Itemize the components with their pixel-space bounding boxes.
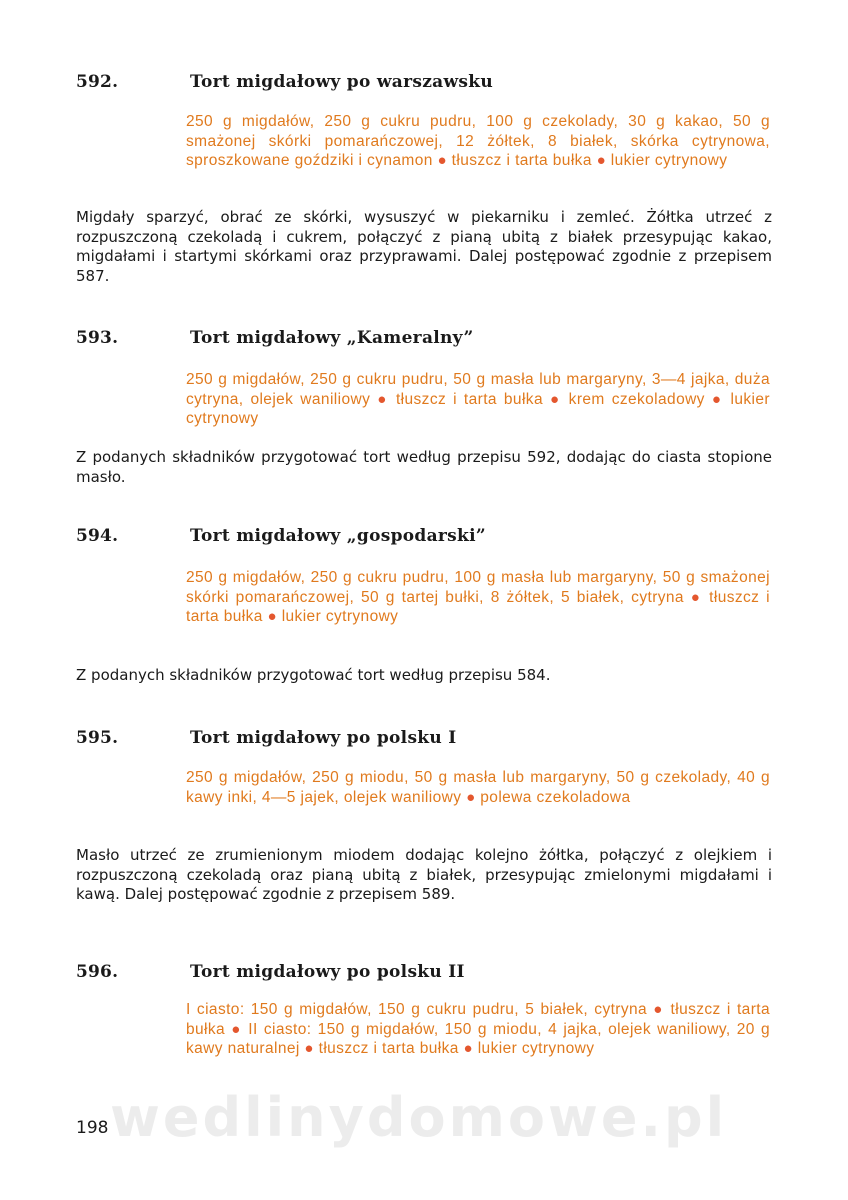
ingredients-list [186,768,770,807]
recipe-method: Masło utrzeć ze zrumienionym miodem dodając kolejno żółtka, połączyć z olejkiem i rozpuszczoną czekoladą oraz pianą ubitą z białek, przesypując zmielonymi migdałami i kawą. Dalej postępować zgodnie z przepisem 589. [76,846,772,903]
bullet-icon: ● [549,390,562,408]
ingredients-list [186,1000,770,1059]
ingredient-group: krem czekoladowy [568,390,705,408]
bullet-icon: ● [690,588,703,606]
ingredient-group: 250 g migdałów, 250 g cukru pudru, 100 g czekolady, 30 g kakao, 50 g smażonej skórki pomarańczowej, 12 żółtek, 8 białek, skórka cytrynowa, sproszkowane goździki i cynamon [186,113,770,169]
recipe-number: 596. [76,962,119,982]
recipe-title: Tort migdałowy „gospodarski” [190,526,486,546]
ingredient-group: tłuszcz i tarta bułka [186,1001,770,1038]
recipe-title: Tort migdałowy po polsku II [190,962,465,982]
bullet-icon: ● [377,390,389,408]
recipe-title: Tort migdałowy po warszawsku [190,72,494,92]
recipe-number: 595. [76,728,119,748]
ingredient-group: I ciasto: 150 g migdałów, 150 g cukru pudru, 5 białek, cytryna [186,1001,648,1018]
recipe-method: Z podanych składników przygotować tort według przepisu 584. [76,666,551,684]
watermark: wedlinydomowe.pl [110,1086,728,1149]
bullet-icon: ● [437,152,447,169]
recipe-title: Tort migdałowy „Kameralny” [190,328,474,348]
bullet-icon: ● [711,390,724,408]
bullet-icon: ● [304,1040,314,1057]
bullet-icon: ● [267,608,277,625]
recipe-number: 594. [76,526,119,546]
ingredients-list [186,568,770,627]
ingredient-group: 250 g migdałów, 250 g miodu, 50 g masła lub margaryny, 50 g czekolady, 40 g kawy inki, 4—5 jajek, olejek waniliowy [186,769,770,806]
bullet-icon: ● [231,1020,243,1038]
recipe-method: Z podanych składników przygotować tort według przepisu 592, dodając do ciasta stopione masło. [76,448,772,486]
bullet-icon: ● [463,1040,473,1057]
ingredient-group: lukier cytrynowy [610,152,728,169]
recipe-method: Migdały sparzyć, obrać ze skórki, wysuszyć w piekarniku i zemleć. Żółtka utrzeć z rozpuszczoną czekoladą i cukrem, połączyć z pianą ubitą z białek przesypując kakao, migdałami i startymi skórkami oraz przyprawami. Dalej postępować zgodnie z przepisem 587. [76,208,772,285]
recipe-title: Tort migdałowy po polsku I [190,728,457,748]
bullet-icon: ● [596,152,607,169]
page-number: 198 [76,1118,109,1138]
ingredient-group: tłuszcz i tarta bułka [395,390,543,408]
ingredient-group: polewa czekoladowa [480,788,631,806]
ingredient-group: II ciasto: 150 g migdałów, 150 g miodu, 4 jajka, olejek waniliowy, 20 g kawy naturalnej [186,1020,770,1057]
ingredients-list [186,112,770,171]
ingredient-group: tłuszcz i tarta bułka [186,588,770,625]
bullet-icon: ● [653,1001,665,1018]
recipe-number: 592. [76,72,119,92]
ingredient-group: tłuszcz i tarta bułka [451,152,592,169]
ingredient-group: lukier cytrynowy [281,608,399,625]
ingredients-list [186,370,770,429]
ingredient-group: lukier cytrynowy [186,390,770,427]
ingredient-group: lukier cytrynowy [477,1040,595,1057]
ingredient-group: 250 g migdałów, 250 g cukru pudru, 50 g masła lub margaryny, 3—4 jajka, duża cytryna, olejek waniliowy [186,371,770,408]
ingredient-group: tłuszcz i tarta bułka [318,1040,459,1057]
recipe-number: 593. [76,328,119,348]
ingredient-group: 250 g migdałów, 250 g cukru pudru, 100 g masła lub margaryny, 50 g smażonej skórki pomarańczowej, 50 g tartej bułki, 8 żółtek, 5 białek, cytryna [186,569,770,606]
bullet-icon: ● [466,788,476,806]
